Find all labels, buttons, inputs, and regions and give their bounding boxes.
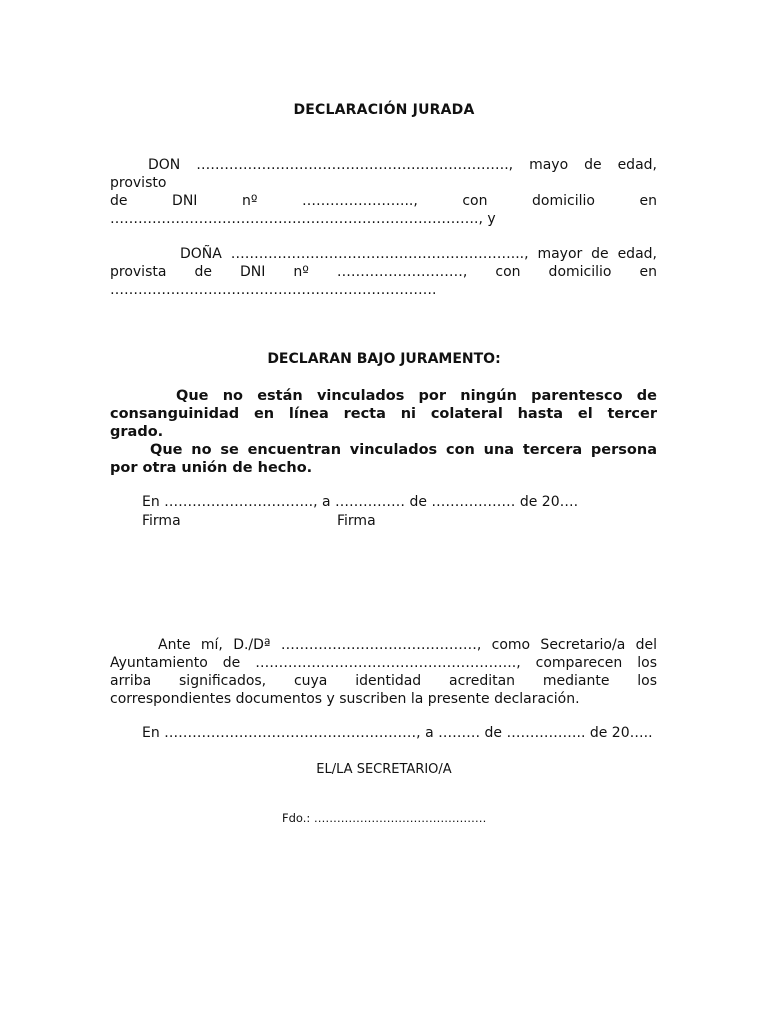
signature-right-label: Firma: [337, 513, 376, 529]
clause-1-line-1: Que no están vinculados por ningún parentesco de: [176, 388, 657, 404]
secretary-paragraph: [110, 636, 657, 708]
clause-1-line-3: grado.: [110, 424, 164, 440]
clause-2-line-2: por otra unión de hecho.: [110, 460, 313, 476]
dona-line-3: …………………………………………………………….: [110, 282, 437, 298]
secretary-title: EL/LA SECRETARIO/A: [316, 762, 452, 777]
clause-1-line-2: consanguinidad en línea recta ni colateral hasta el tercer: [110, 406, 657, 422]
declaration-paragraph: [110, 387, 657, 477]
fdo-line: Fdo.: ………………………………………: [282, 811, 487, 825]
don-line-1: DON …………………………………………………………., mayo de edad, provisto: [110, 157, 657, 191]
secretary-line-2: Ayuntamiento de ……………………………………………….., comparecen los: [110, 655, 657, 671]
signature-left-label: Firma: [142, 513, 181, 529]
clause-2-line-1: Que no se encuentran vinculados con una tercera persona: [150, 442, 657, 458]
document-title: DECLARACIÓN JURADA: [293, 102, 475, 118]
dona-line-2: provista de DNI nº ………………………, con domicilio en: [110, 264, 657, 280]
secretary-line-4: correspondientes documentos y suscriben la presente declaración.: [110, 691, 580, 707]
don-line-3: ……………………………………………………………………., y: [110, 211, 496, 227]
secretary-line-1: Ante mí, D./Dª ……………………………………, como Secretario/a del: [158, 637, 657, 653]
dona-paragraph: [110, 245, 657, 299]
secretary-place-date-line: En ………………………………………………, a ……… de …………….. de 20…..: [142, 725, 653, 741]
don-line-2: de DNI nº …………………..., con domicilio en: [110, 193, 657, 209]
dona-line-1: DOÑA ……………………………………………………..., mayor de edad,: [180, 246, 657, 262]
declaran-heading: DECLARAN BAJO JURAMENTO:: [267, 351, 501, 367]
place-date-line: En ………………………….., a …………… de ……………… de 20….: [142, 494, 579, 510]
don-paragraph: [110, 156, 657, 228]
secretary-line-3: arriba significados, cuya identidad acreditan mediante los: [110, 673, 657, 689]
